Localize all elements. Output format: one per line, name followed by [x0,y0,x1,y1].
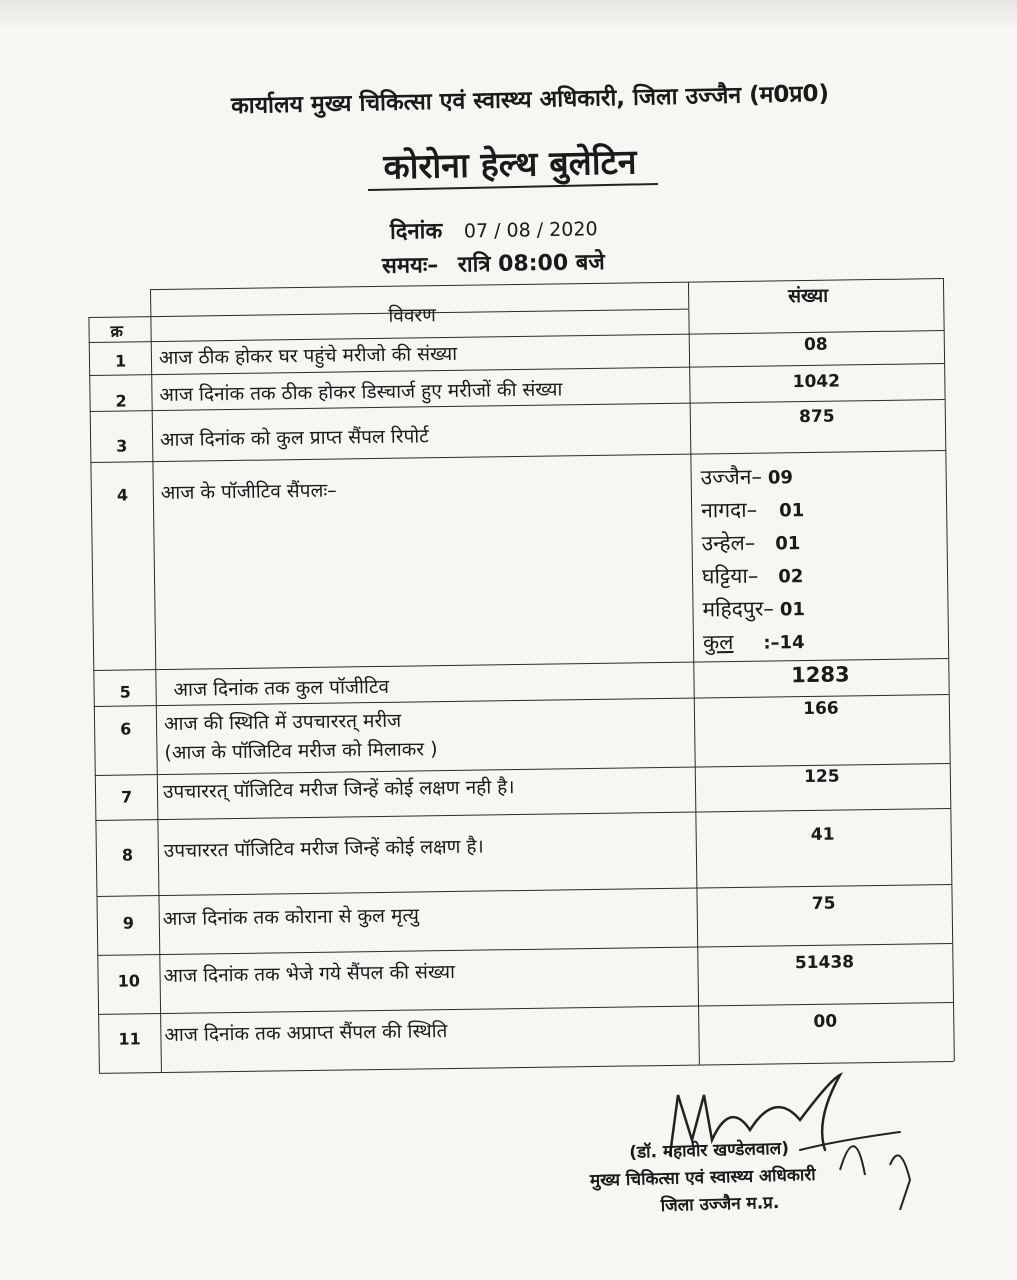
positive-breakdown-item: महिदपुर– 01 [702,596,806,622]
row-sn: 3 [116,436,128,456]
row-count: 166 [803,698,839,720]
date-label: दिनांक [389,218,443,245]
time-label: समयः– [381,252,439,279]
positive-breakdown-total: कुल :–14 [702,630,805,655]
row-desc: आज दिनांक तक अप्राप्त सैंपल की स्थिति [164,1020,448,1047]
positive-breakdown-list [700,462,806,661]
row-desc: आज ठीक होकर घर पहुंचे मरीजो की संख्या [158,342,458,370]
row-desc: आज दिनांक तक कोराना से कुल मृत्यु [162,904,420,931]
date-line [390,212,598,246]
row-count: 875 [798,406,835,428]
row-desc-note: (आज के पॉजिटिव मरीज को मिलाकर ) [164,738,438,764]
row-count: 75 [811,893,836,914]
row-sn: 1 [114,351,127,371]
positive-breakdown-item: नागदा– 01 [700,497,805,523]
row-count: 1042 [792,371,841,393]
row-count: 51438 [794,952,855,974]
positive-breakdown-item: उन्हेल– 01 [701,530,801,556]
row-sn: 7 [120,787,133,807]
row-sn: 2 [115,391,127,411]
table-border [90,450,945,463]
bulletin-table [88,278,943,1049]
row-count: 41 [810,824,835,845]
time-value: रात्रि 08:00 बजे [457,250,605,278]
row-desc: आज दिनांक तक ठीक होकर डिस्चार्ज हुए मरीजों की संख्या [159,378,563,407]
bulletin-title: कोरोना हेल्थ बुलेटिन [383,142,637,188]
positive-breakdown-item: घट्टिया– 02 [701,563,804,589]
row-count: 08 [803,334,828,356]
row-sn: 8 [121,845,134,865]
time-line [382,246,605,280]
office-title: कार्यालय मुख्य चिकित्सा एवं स्वास्थ्य अधिकारी, जिला उज्जैन (म0प्र0) [230,80,830,120]
date-value: 07 / 08 / 2020 [463,218,598,243]
signatory-designation: मुख्य चिकित्सा एवं स्वास्थ्य अधिकारी [589,1165,816,1191]
row-sn: 6 [120,719,132,739]
row-desc: आज दिनांक तक भेजे गये सैंपल की संख्या [163,960,456,988]
table-border [88,317,100,1073]
signature-block [589,1135,817,1222]
row-sn: 10 [117,971,141,991]
row-count: 1283 [791,662,850,688]
positive-breakdown-item: उज्जैन– 09 [700,464,794,490]
signatory-name: (डॉ. महावीर खण्डेलवाल) [629,1138,790,1163]
row-desc: आज दिनांक को कुल प्राप्त सैंपल रिपोर्ट [159,425,429,452]
row-desc: आज के पॉजीटिव सैंपलः– [160,479,337,505]
scan-edge [0,0,1017,30]
row-desc: आज दिनांक तक कुल पॉजीटिव [173,675,390,701]
row-count: 00 [813,1011,838,1032]
row-desc: उपचाररत पॉजिटिव मरीज जिन्हें कोई लक्षण है। [163,835,484,862]
row-sn: 4 [116,485,129,505]
row-sn: 5 [119,682,131,702]
col-header-sn: क्र [110,321,124,341]
table-border [95,808,950,821]
row-desc: उपचाररत् पॉजिटिव मरीज जिन्हें कोई लक्षण नही है। [162,776,515,804]
row-count: 125 [803,766,840,788]
row-desc: आज की स्थिति में उपचाररत् मरीज [163,709,402,735]
col-header-desc: विवरण [388,304,437,327]
row-sn: 9 [122,913,135,933]
row-sn: 11 [118,1029,141,1049]
col-header-count: संख्या [788,284,829,308]
signatory-district: जिला उज्जैन म.प्र. [660,1193,780,1217]
